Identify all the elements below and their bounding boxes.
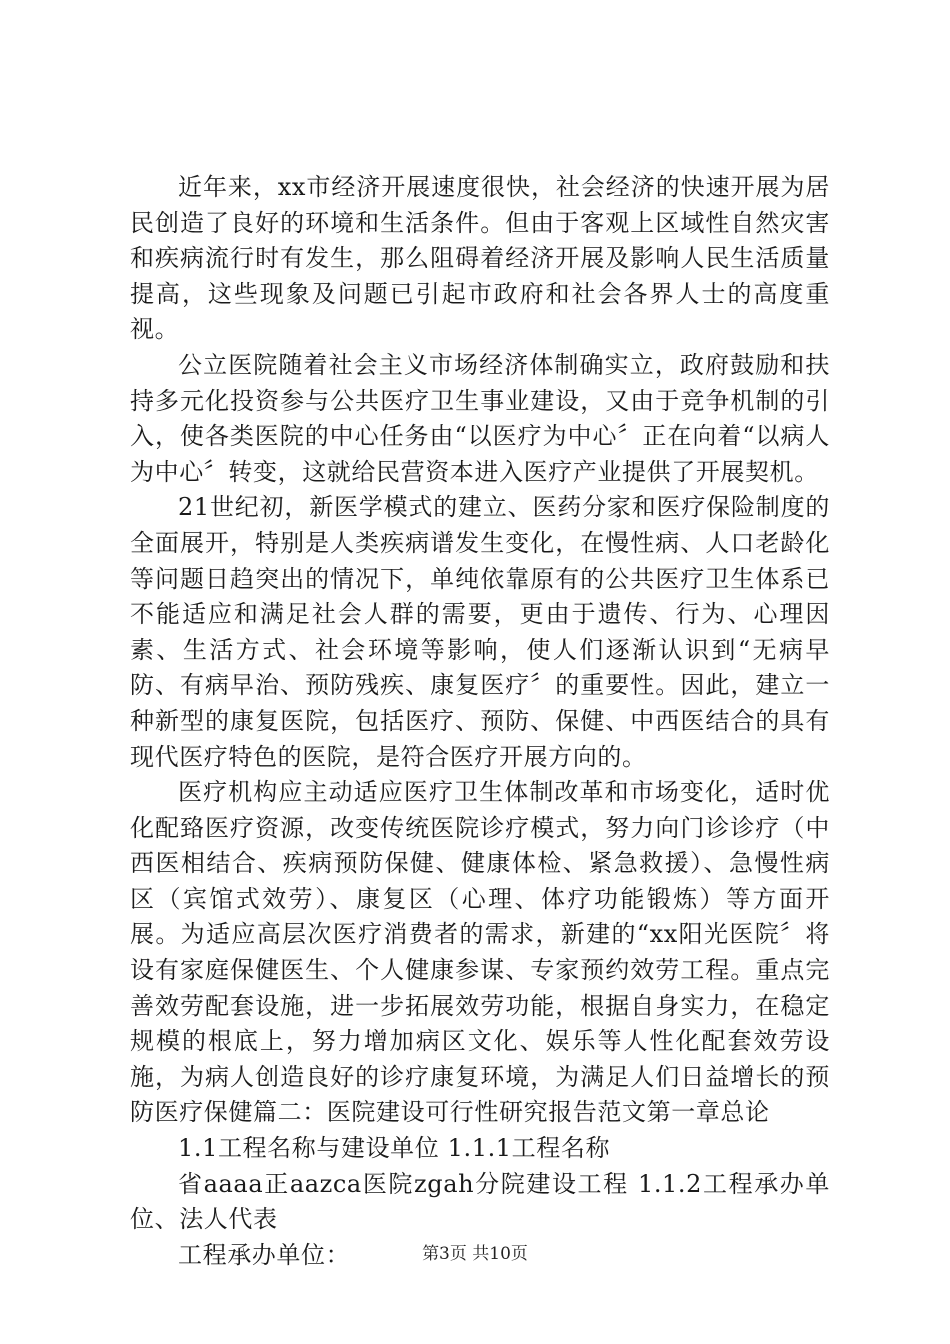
page-number-label: 第3页 共10页: [422, 1244, 528, 1264]
document-body: [130, 170, 830, 1273]
paragraph-organizer: 工程承办单位：: [178, 1240, 351, 1269]
paragraph-3: 21世纪初，新医学模式的建立、医药分家和医疗保险制度的全面展开，特别是人类疾病谱发生变化，在慢性病、人口老龄化等问题日趋突出的情况下，单纯依靠原有的公共医疗卫生体系已不能适应和满足社会人群的需要，更由于遗传、行为、心理因素、生活方式、社会环境等影响，使人们逐渐认识到“无病早防、有病早治、预防残疾、康复医疗〞的重要性。因此，建立一种新型的康复医院，包括医疗、预防、保健、中西医结合的具有现代医疗特色的医院，是符合医疗开展方向的。: [130, 493, 830, 771]
paragraph-project-name: 省aaaa正aazca医院zgah分院建设工程 1.1.2工程承办单位、法人代表: [130, 1169, 830, 1234]
page-footer: [0, 1243, 950, 1265]
paragraph-1: 近年来，xx市经济开展速度很快，社会经济的快速开展为居民创造了良好的环境和生活条件。但由于客观上区域性自然灾害和疾病流行时有发生，那么阻碍着经济开展及影响人民生活质量提高，这些现象及问题已引起市政府和社会各界人士的高度重视。: [130, 173, 830, 344]
paragraph-2: 公立医院随着社会主义市场经济体制确实立，政府鼓励和扶持多元化投资参与公共医疗卫生事业建设，又由于竞争机制的引入，使各类医院的中心任务由“以医疗为中心〞正在向着“以病人为中心〞转变，这就给民营资本进入医疗产业提供了开展契机。: [130, 350, 830, 486]
paragraph-4: 医疗机构应主动适应医疗卫生体制改革和市场变化，适时优化配臵医疗资源，改变传统医院诊疗模式，努力向门诊诊疗（中西医相结合、疾病预防保健、健康体检、紧急救援）、急慢性病区（宾馆式效劳）、康复区（心理、体疗功能锻炼）等方面开展。为适应高层次医疗消费者的需求，新建的“xx阳光医院〞将设有家庭保健医生、个人健康参谋、专家预约效劳工程。重点完善效劳配套设施，进一步拓展效劳功能，根据自身实力，在稳定规模的根底上，努力增加病区文化、娱乐等人性化配套效劳设施，为病人创造良好的诊疗康复环境，为满足人们日益增长的预防医疗保健篇二：医院建设可行性研究报告范文第一章总论: [130, 778, 830, 1127]
section-heading: 1.1工程名称与建设单位 1.1.1工程名称: [178, 1134, 611, 1163]
